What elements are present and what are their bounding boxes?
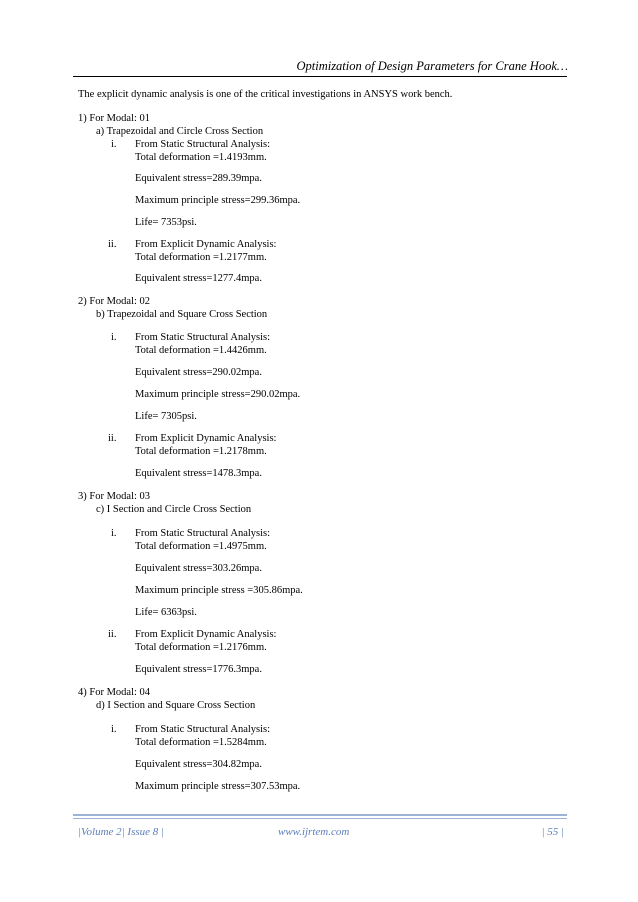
modal-subheading: d) I Section and Square Cross Section — [96, 700, 256, 711]
explicit-title: From Explicit Dynamic Analysis: — [135, 629, 277, 640]
list-label: i. — [111, 332, 117, 343]
result-line: Maximum principle stress=290.02mpa. — [135, 389, 301, 400]
result-line: Maximum principle stress=299.36mpa. — [135, 195, 301, 206]
result-line: Total deformation =1.4193mm. — [135, 152, 267, 163]
result-line: Life= 7305psi. — [135, 411, 197, 422]
list-label: i. — [111, 139, 117, 150]
list-label: ii. — [108, 239, 117, 250]
modal-heading: 4) For Modal: 04 — [78, 687, 151, 698]
footer-rule — [73, 814, 567, 816]
modal-heading: 1) For Modal: 01 — [78, 113, 151, 124]
list-label: i. — [111, 724, 117, 735]
header-rule — [73, 76, 567, 77]
result-line: Equivalent stress=1776.3mpa. — [135, 664, 262, 675]
static-title: From Static Structural Analysis: — [135, 332, 271, 343]
result-line: Maximum principle stress=307.53mpa. — [135, 781, 301, 792]
modal-heading: 3) For Modal: 03 — [78, 491, 151, 502]
static-title: From Static Structural Analysis: — [135, 139, 271, 150]
result-line: Total deformation =1.4975mm. — [135, 541, 267, 552]
result-line: Total deformation =1.2177mm. — [135, 252, 267, 263]
modal-heading: 2) For Modal: 02 — [78, 296, 151, 307]
list-label: ii. — [108, 433, 117, 444]
explicit-title: From Explicit Dynamic Analysis: — [135, 239, 277, 250]
modal-subheading: c) I Section and Circle Cross Section — [96, 504, 252, 515]
result-line: Equivalent stress=289.39mpa. — [135, 173, 262, 184]
modal-subheading: a) Trapezoidal and Circle Cross Section — [96, 126, 264, 137]
result-line: Equivalent stress=304.82mpa. — [135, 759, 262, 770]
static-title: From Static Structural Analysis: — [135, 724, 271, 735]
running-header: Optimization of Design Parameters for Crane Hook… — [296, 59, 568, 73]
static-title: From Static Structural Analysis: — [135, 528, 271, 539]
footer-rule — [73, 818, 567, 819]
footer-page-number: | 55 | — [541, 826, 564, 838]
list-label: i. — [111, 528, 117, 539]
result-line: Total deformation =1.2176mm. — [135, 642, 267, 653]
intro-paragraph: The explicit dynamic analysis is one of the critical investigations in ANSYS work bench. — [78, 89, 453, 100]
explicit-title: From Explicit Dynamic Analysis: — [135, 433, 277, 444]
result-line: Equivalent stress=1277.4mpa. — [135, 273, 262, 284]
list-label: ii. — [108, 629, 117, 640]
result-line: Total deformation =1.5284mm. — [135, 737, 267, 748]
result-line: Total deformation =1.4426mm. — [135, 345, 267, 356]
result-line: Maximum principle stress =305.86mpa. — [135, 585, 303, 596]
modal-subheading: b) Trapezoidal and Square Cross Section — [96, 309, 268, 320]
footer-volume: |Volume 2| Issue 8 | — [78, 826, 165, 838]
footer-website: www.ijrtem.com — [278, 826, 350, 838]
result-line: Life= 6363psi. — [135, 607, 197, 618]
result-line: Equivalent stress=303.26mpa. — [135, 563, 262, 574]
result-line: Total deformation =1.2178mm. — [135, 446, 267, 457]
result-line: Equivalent stress=290.02mpa. — [135, 367, 262, 378]
result-line: Equivalent stress=1478.3mpa. — [135, 468, 262, 479]
result-line: Life= 7353psi. — [135, 217, 197, 228]
